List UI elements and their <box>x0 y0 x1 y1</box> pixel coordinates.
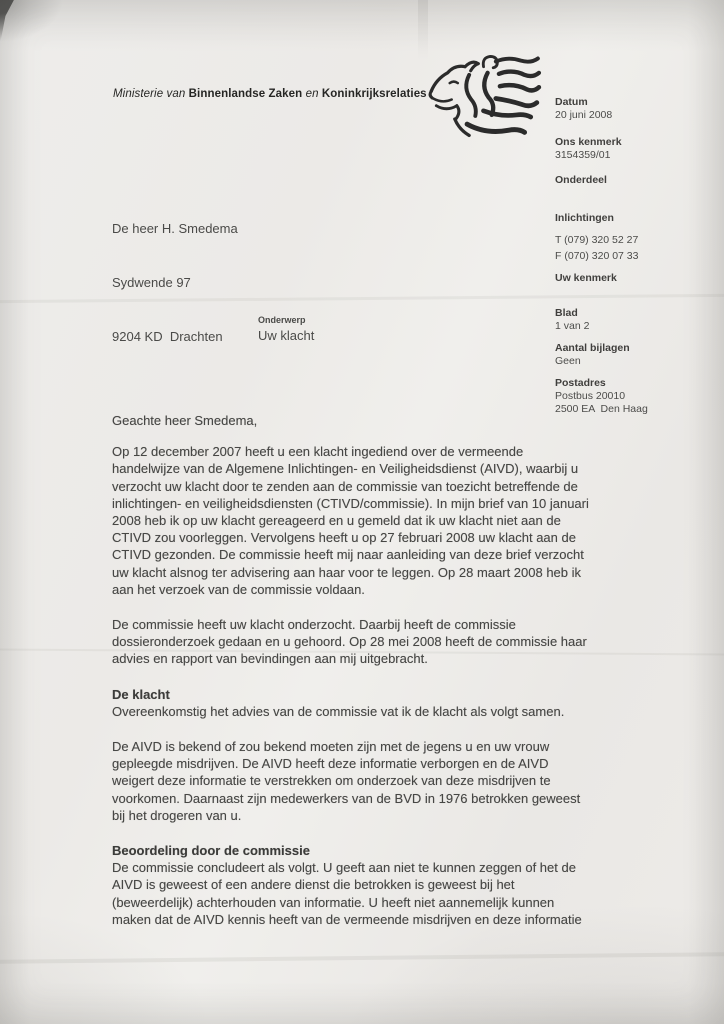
recipient-name: De heer H. Smedema <box>112 221 238 236</box>
meta-phone-t: T (079) 320 52 27 <box>555 234 639 246</box>
ministry-prefix: Ministerie van <box>113 88 186 100</box>
meta-datum <box>555 96 717 122</box>
subject-block <box>258 315 314 343</box>
body-paragraph-5: De commissie concludeert als volgt. U geeft aan niet te kunnen zeggen of het de AIVD is geweest of een andere dienst die betrokken is geweest bij het (beweerdelijk) achterhouden van informatie. U heeft niet aannemelijk kunnen maken dat de AIVD kennis heeft van de vermeende misdrijven en deze informatie <box>112 860 582 927</box>
meta-postadres-line1: Postbus 20010 <box>555 390 626 402</box>
meta-bijlagen-value: Geen <box>555 355 581 367</box>
dutch-lion-logo-icon <box>424 50 542 147</box>
meta-ons-kenmerk-value: 3154359/01 <box>555 149 611 161</box>
meta-onderdeel <box>555 174 717 187</box>
body-paragraph-4: De AIVD is bekend of zou bekend moeten zijn met de jegens u en uw vrouw gepleegde misdrijven. De AIVD heeft deze informatie verborgen en de AIVD weigert deze informatie te verstrekken om onderzoek van deze misdrijven te voorkomen. Daarnaast zijn medewerkers van de BVD in 1976 betrokken geweest bij het drogeren van u. <box>112 739 581 823</box>
meta-postadres <box>555 377 717 416</box>
meta-uw-kenmerk-label: Uw kenmerk <box>555 272 617 284</box>
salutation: Geachte heer Smedema, <box>112 413 258 428</box>
subject-value: Uw klacht <box>258 328 315 343</box>
recipient-street: Sydwende 97 <box>112 275 191 290</box>
section-heading-de-klacht: De klacht <box>112 686 170 702</box>
letter-meta-column <box>555 96 717 416</box>
body-paragraph-3: Overeenkomstig het advies van de commissie vat ik de klacht als volgt samen. <box>112 703 565 719</box>
meta-bijlagen <box>555 342 717 368</box>
meta-datum-value: 20 juni 2008 <box>555 109 613 121</box>
subject-label: Onderwerp <box>258 315 306 325</box>
meta-bijlagen-label: Aantal bijlagen <box>555 342 630 354</box>
meta-inlichtingen <box>555 212 717 225</box>
paper-crease <box>0 952 724 964</box>
recipient-city: 9204 KD Drachten <box>112 329 223 344</box>
section-heading-beoordeling: Beoordeling door de commissie <box>112 843 310 859</box>
body-paragraph-1: Op 12 december 2007 heeft u een klacht ingediend over de vermeende handelwijze van de Algemene Inlichtingen- en Veiligheidsdienst (AIVD), waarbij u verzocht uw klacht door te zenden aan de commissie van toezicht betreffende de inlichtingen- en veiligheidsdiensten (CTIVD/commissie). In mijn brief van 10 januari 2008 heb ik op uw klacht gereageerd en u gemeld dat ik uw klacht niet aan de CTIVD zou voorleggen. Vervolgens heeft u op 27 februari 2008 uw klacht aan de CTIVD gezonden. De commissie heeft mij naar aanleiding van deze brief verzocht uw klacht alsnog ter advisering aan haar voor te leggen. Op 28 maart 2008 heb ik aan het verzoek van de commissie voldaan. <box>112 444 589 597</box>
scan-corner-artifact <box>0 0 16 46</box>
meta-blad-value: 1 van 2 <box>555 320 590 332</box>
ministry-name-part1: Binnenlandse Zaken <box>188 88 303 100</box>
meta-datum-label: Datum <box>555 96 588 108</box>
meta-phone-f: F (070) 320 07 33 <box>555 250 639 262</box>
meta-phones <box>555 234 717 263</box>
meta-onderdeel-label: Onderdeel <box>555 174 607 186</box>
meta-blad <box>555 307 717 333</box>
meta-ons-kenmerk-label: Ons kenmerk <box>555 136 622 148</box>
ministry-conjunction: en <box>305 88 319 100</box>
meta-postadres-line2: 2500 EA Den Haag <box>555 403 648 415</box>
meta-postadres-label: Postadres <box>555 377 606 389</box>
recipient-address <box>112 184 238 382</box>
ministry-name-part2: Koninkrijksrelaties <box>321 88 427 100</box>
meta-blad-label: Blad <box>555 307 578 319</box>
meta-uw-kenmerk <box>555 272 717 285</box>
meta-ons-kenmerk <box>555 136 717 162</box>
ministry-letterhead <box>113 88 443 100</box>
letter-body <box>112 412 590 946</box>
meta-inlichtingen-label: Inlichtingen <box>555 212 614 224</box>
body-paragraph-2: De commissie heeft uw klacht onderzocht. Daarbij heeft de commissie dossieronderzoek gedaan en u gehoord. Op 28 mei 2008 heeft de commissie haar advies en rapport van bevindingen aan mij uitgebracht. <box>112 617 587 667</box>
